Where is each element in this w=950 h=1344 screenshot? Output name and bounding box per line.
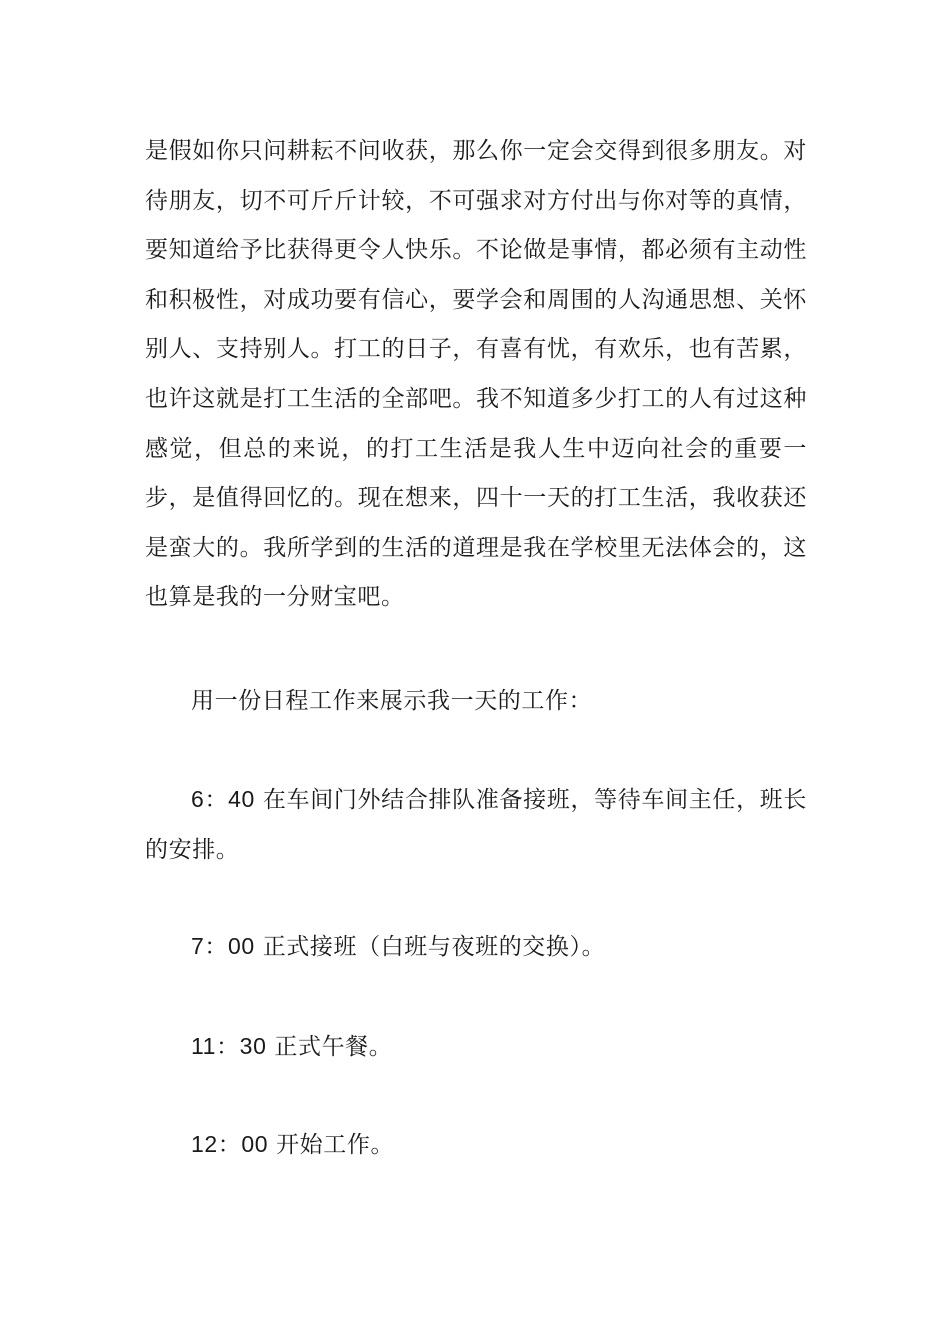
schedule-intro: 用一份日程工作来展示我一天的工作： (191, 688, 593, 714)
schedule-time: 11：30 (191, 1033, 267, 1059)
schedule-item (145, 775, 807, 875)
schedule-text: 在车间门外结合排队准备接班，等待车间主任，班长的安排。 (145, 787, 807, 863)
schedule-time: 12：00 (191, 1131, 269, 1157)
schedule-item (145, 922, 807, 973)
schedule-item (145, 1120, 807, 1171)
schedule-text: 正式午餐。 (266, 1034, 393, 1060)
schedule-time: 7：00 (191, 933, 255, 959)
schedule-item (145, 1022, 807, 1073)
schedule-text: 正式接班（白班与夜班的交换）。 (254, 934, 606, 960)
schedule-time: 6：40 (191, 786, 255, 812)
schedule-text: 开始工作。 (268, 1132, 395, 1158)
body-paragraph: 是假如你只问耕耘不问收获，那么你一定会交得到很多朋友。对待朋友，切不可斤斤计较，不可强求对方付出与你对等的真情，要知道给予比获得更令人快乐。不论做是事情，都必须有主动性和积极性，对成功要有信心，要学会和周围的人沟通思想、关怀别人、支持别人。打工的日子，有喜有忧，有欢乐，也有苦累，也许这就是打工生活的全部吧。我不知道多少打工的人有过这种感觉，但总的来说，的打工生活是我人生中迈向社会的重要一步，是值得回忆的。现在想来，四十一天的打工生活，我收获还是蛮大的。我所学到的生活的道理是我在学校里无法体会的，这也算是我的一分财宝吧。 (145, 138, 807, 611)
